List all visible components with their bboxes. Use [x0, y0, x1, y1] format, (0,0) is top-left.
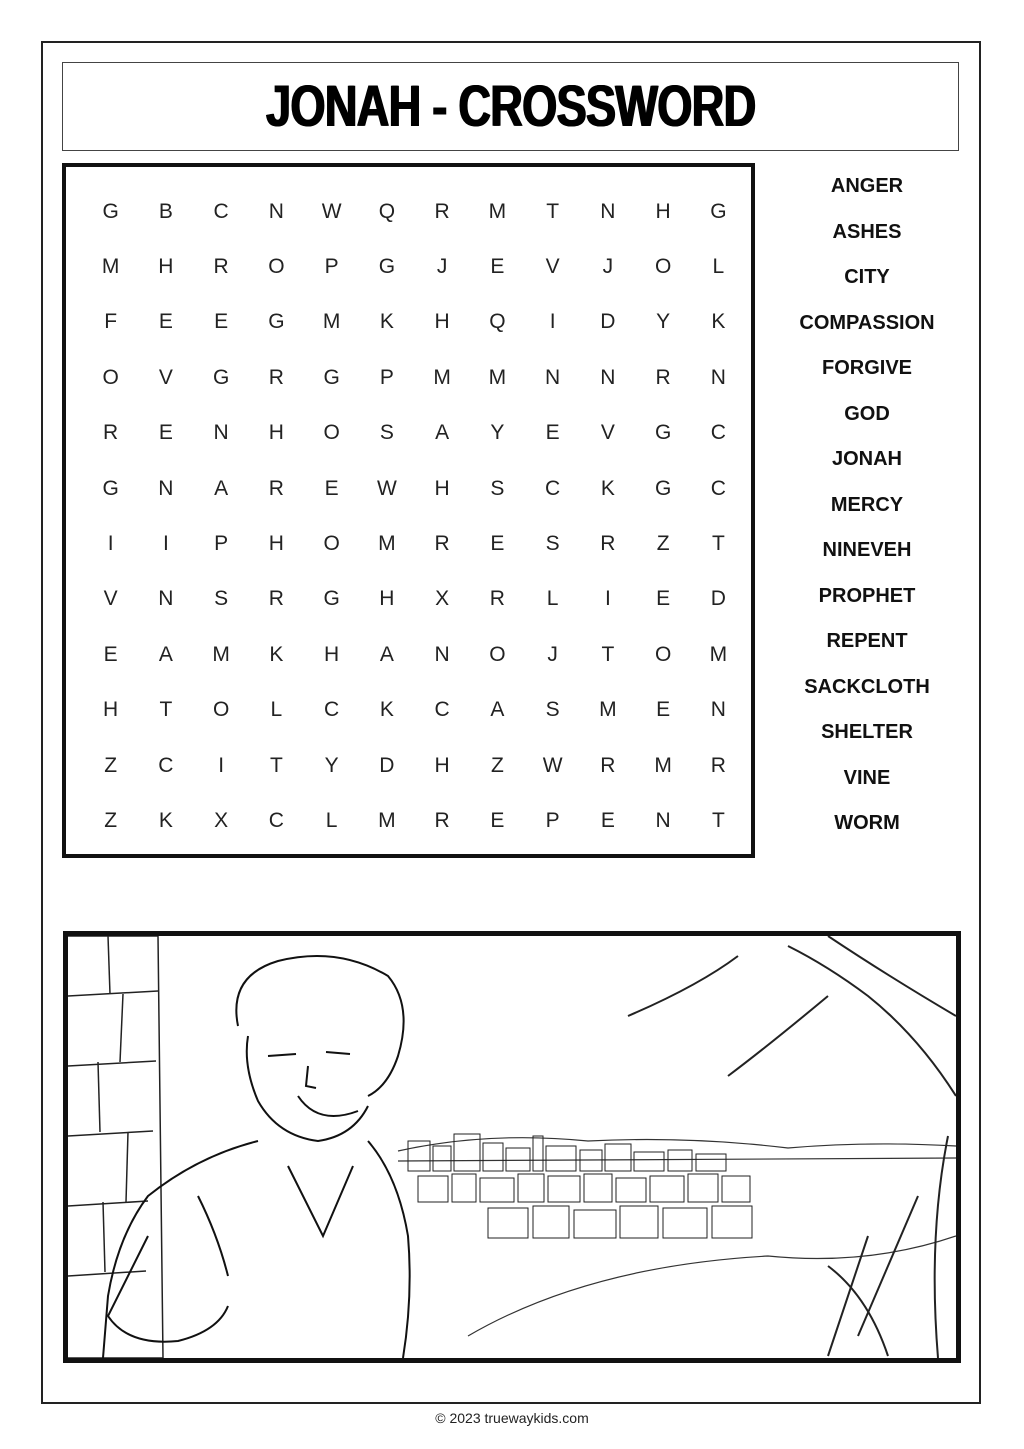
- grid-cell: G: [323, 587, 340, 611]
- grid-cell: C: [324, 698, 340, 722]
- grid-cell: K: [379, 698, 394, 722]
- word-list-item: ASHES: [832, 220, 902, 243]
- grid-cell: H: [268, 421, 284, 445]
- word-list-item: FORGIVE: [821, 357, 912, 380]
- word-list-item: VINE: [843, 766, 891, 789]
- grid-cell: C: [545, 476, 561, 500]
- page-title: JONAH - CROSSWORD: [265, 74, 756, 139]
- grid-cell: M: [488, 199, 507, 223]
- grid-cell: R: [268, 587, 284, 611]
- grid-cell: E: [214, 310, 229, 334]
- grid-cell: K: [711, 310, 726, 334]
- grid-cell: E: [158, 421, 173, 445]
- grid-cell: N: [600, 365, 616, 389]
- grid-cell: Y: [324, 753, 339, 777]
- grid-cell: R: [434, 199, 450, 223]
- grid-cell: A: [435, 421, 450, 445]
- grid-cell: Z: [104, 753, 118, 777]
- grid-cell: G: [654, 421, 672, 445]
- grid-cell: Y: [656, 310, 671, 334]
- grid-cell: E: [490, 255, 505, 279]
- word-search-grid: [62, 163, 755, 858]
- grid-cell: H: [434, 476, 450, 500]
- grid-cell: R: [268, 365, 284, 389]
- grid-cell: R: [710, 753, 726, 777]
- grid-cell: E: [600, 808, 615, 832]
- grid-cell: B: [158, 199, 173, 223]
- grid-cell: N: [268, 199, 284, 223]
- word-list-item: SHELTER: [821, 721, 913, 744]
- grid-cell: N: [158, 587, 174, 611]
- grid-cell: M: [378, 808, 396, 832]
- grid-cell: G: [323, 365, 340, 389]
- grid-cell: C: [213, 199, 229, 223]
- grid-cell: N: [158, 476, 174, 500]
- grid-cell: M: [709, 642, 728, 666]
- grid-cell: S: [379, 421, 394, 445]
- grid-cell: N: [655, 808, 671, 832]
- grid-cell: N: [434, 642, 450, 666]
- grid-cell: Q: [378, 199, 396, 223]
- grid-cell: I: [107, 532, 114, 556]
- grid-cell: N: [213, 421, 229, 445]
- word-list-item: REPENT: [826, 630, 908, 653]
- grid-cell: I: [604, 587, 611, 611]
- grid-cell: C: [710, 476, 726, 500]
- word-list-item: COMPASSION: [799, 311, 935, 334]
- grid-cell: M: [433, 365, 451, 389]
- grid-cell: E: [490, 808, 505, 832]
- grid-cell: A: [379, 642, 394, 666]
- grid-cell: R: [434, 532, 450, 556]
- grid-cell: T: [711, 532, 725, 556]
- grid-cell: M: [322, 310, 341, 334]
- grid-cell: O: [102, 365, 119, 389]
- grid-cell: O: [323, 421, 340, 445]
- grid-cell: R: [213, 255, 229, 279]
- grid-cell: A: [214, 476, 229, 500]
- grid-cell: K: [379, 310, 394, 334]
- grid-cell: J: [602, 255, 614, 279]
- grid-cell: H: [655, 199, 671, 223]
- grid-cell: M: [212, 642, 230, 666]
- grid-cell: S: [214, 587, 229, 611]
- grid-cell: S: [545, 532, 560, 556]
- grid-cell: O: [654, 642, 672, 666]
- grid-cell: P: [214, 532, 229, 556]
- grid-cell: C: [434, 698, 450, 722]
- word-list-item: MERCY: [830, 493, 904, 516]
- grid-cell: I: [549, 310, 556, 334]
- grid-cell: G: [102, 476, 119, 500]
- grid-cell: G: [212, 365, 230, 389]
- grid-cell: P: [545, 808, 560, 832]
- grid-cell: H: [158, 255, 174, 279]
- grid-cell: G: [268, 310, 285, 334]
- grid-cell: A: [158, 642, 173, 666]
- grid-cell: Z: [104, 808, 118, 832]
- grid-cell: X: [435, 587, 450, 611]
- grid-cell: G: [654, 476, 672, 500]
- word-list-item: ANGER: [830, 175, 904, 198]
- grid-cell: R: [434, 808, 450, 832]
- illustration: [63, 931, 961, 1363]
- grid-cell: L: [270, 698, 283, 722]
- grid-cell: R: [600, 753, 616, 777]
- grid-cell: S: [545, 698, 560, 722]
- grid-cell: T: [546, 199, 560, 223]
- grid-cell: X: [214, 808, 229, 832]
- grid-cell: T: [711, 808, 725, 832]
- word-list-item: SACKCLOTH: [804, 675, 930, 698]
- word-list-item: JONAH: [831, 448, 902, 471]
- grid-cell: N: [710, 365, 726, 389]
- grid-cell: S: [490, 476, 505, 500]
- grid-cell: C: [710, 421, 726, 445]
- word-list-item: CITY: [844, 266, 890, 289]
- grid-cell: H: [379, 587, 395, 611]
- grid-cell: O: [654, 255, 672, 279]
- grid-cell: M: [488, 365, 507, 389]
- grid-cell: H: [268, 532, 284, 556]
- grid-cell: G: [710, 199, 727, 223]
- grid-cell: W: [542, 753, 563, 777]
- grid-cell: V: [103, 587, 118, 611]
- grid-cell: T: [601, 642, 615, 666]
- grid-cell: V: [545, 255, 560, 279]
- grid-cell: H: [434, 310, 450, 334]
- grid-cell: K: [269, 642, 284, 666]
- grid-cell: P: [324, 255, 339, 279]
- grid-cell: K: [600, 476, 615, 500]
- letter-grid: [83, 184, 746, 849]
- grid-cell: Y: [490, 421, 505, 445]
- grid-cell: R: [103, 421, 119, 445]
- grid-cell: E: [656, 587, 671, 611]
- grid-cell: N: [545, 365, 561, 389]
- grid-cell: N: [600, 199, 616, 223]
- grid-cell: O: [489, 642, 506, 666]
- grid-cell: A: [490, 698, 505, 722]
- word-list-item: PROPHET: [818, 584, 916, 607]
- word-list-item: GOD: [844, 402, 890, 425]
- grid-cell: F: [104, 310, 118, 334]
- grid-cell: R: [655, 365, 671, 389]
- grid-cell: O: [323, 532, 340, 556]
- word-list-item: WORM: [834, 812, 900, 835]
- grid-cell: Q: [489, 310, 506, 334]
- grid-cell: O: [212, 698, 230, 722]
- grid-cell: L: [325, 808, 338, 832]
- grid-cell: Z: [656, 532, 670, 556]
- grid-cell: G: [102, 199, 119, 223]
- grid-cell: H: [324, 642, 340, 666]
- grid-cell: G: [378, 255, 396, 279]
- grid-cell: L: [546, 587, 559, 611]
- grid-cell: H: [103, 698, 119, 722]
- grid-cell: Z: [490, 753, 504, 777]
- grid-cell: E: [545, 421, 560, 445]
- word-list: [786, 164, 948, 847]
- grid-cell: M: [378, 532, 396, 556]
- title-box: [62, 62, 959, 151]
- grid-cell: I: [162, 532, 169, 556]
- grid-cell: R: [489, 587, 505, 611]
- grid-cell: P: [379, 365, 394, 389]
- grid-cell: M: [654, 753, 672, 777]
- grid-cell: O: [268, 255, 285, 279]
- grid-cell: E: [158, 310, 173, 334]
- grid-cell: D: [710, 587, 726, 611]
- grid-cell: E: [490, 532, 505, 556]
- grid-cell: L: [712, 255, 725, 279]
- jonah-illustration: [68, 936, 956, 1358]
- grid-cell: V: [158, 365, 173, 389]
- grid-cell: V: [600, 421, 615, 445]
- grid-cell: J: [547, 642, 558, 666]
- grid-cell: M: [599, 698, 617, 722]
- grid-cell: R: [600, 532, 616, 556]
- grid-cell: I: [218, 753, 225, 777]
- grid-cell: R: [268, 476, 284, 500]
- word-list-item: NINEVEH: [822, 539, 912, 562]
- grid-cell: T: [269, 753, 283, 777]
- grid-cell: E: [656, 698, 671, 722]
- grid-cell: N: [710, 698, 726, 722]
- grid-cell: D: [600, 310, 616, 334]
- copyright-footer: © 2023 truewaykids.com: [435, 1410, 589, 1426]
- grid-cell: E: [324, 476, 339, 500]
- grid-cell: H: [434, 753, 450, 777]
- grid-cell: C: [158, 753, 174, 777]
- grid-cell: J: [436, 255, 448, 279]
- grid-cell: W: [321, 199, 342, 223]
- grid-cell: K: [158, 808, 173, 832]
- grid-cell: E: [103, 642, 118, 666]
- grid-cell: T: [159, 698, 173, 722]
- grid-cell: C: [268, 808, 284, 832]
- grid-cell: M: [101, 255, 120, 279]
- grid-cell: W: [376, 476, 397, 500]
- grid-cell: D: [379, 753, 395, 777]
